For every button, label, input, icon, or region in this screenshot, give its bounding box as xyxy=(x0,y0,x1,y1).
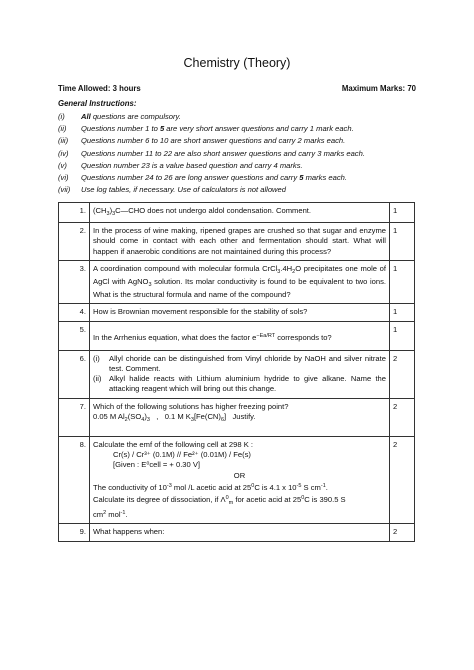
q8-unit: $cm^2$ mol$^{-1}$. xyxy=(93,510,128,520)
question-number: 8. xyxy=(59,437,90,524)
text: S cm xyxy=(301,482,321,492)
question-row xyxy=(59,260,415,304)
part-label: (ii) xyxy=(93,374,102,384)
instruction-number: (iii) xyxy=(58,136,69,146)
instruction-item xyxy=(58,160,438,172)
part-text: Allyl choride can be distinguished from Vinyl chloride by NaOH and silver nitrate test. Comment. xyxy=(109,353,386,374)
q8-or: OR xyxy=(233,470,246,480)
instruction-text xyxy=(81,135,345,147)
question-text: A coordination compound with molecular formula $CrCl_3.4H_2O$ precipitates one mole of AgCl with AgNO$_3$ solution. Its molar conductivity is found to be equivalent to two ions. What is the structural formula and name of the compound? xyxy=(90,260,390,304)
text: C is 4.1 x 10 xyxy=(254,482,297,492)
instruction-text xyxy=(81,172,347,184)
q8-degree: Calculate its degree of dissociation, if $\Lambda^0_m$ for acetic acid at $25^0C$ is 390.5 S xyxy=(93,495,346,507)
instruction-item xyxy=(58,135,438,147)
question-row xyxy=(59,398,415,436)
instruction-text-bold: All xyxy=(81,112,91,121)
paper-title: Chemistry (Theory) xyxy=(183,56,291,70)
question-part xyxy=(93,354,386,374)
instruction-text-post: Questions number 11 to 22 are also short answer questions and carry 3 marks each. xyxy=(81,148,365,158)
question-marks: 1 xyxy=(390,321,415,350)
instruction-number: (vii) xyxy=(58,185,71,195)
question-text xyxy=(90,437,390,524)
instruction-text-post: marks each. xyxy=(303,172,347,182)
instruction-text-pre: Questions number 1 to xyxy=(81,124,160,134)
instruction-text xyxy=(81,148,365,160)
q5-prefix: In the Arrhenius equation, what does the factor xyxy=(93,332,253,342)
instruction-text-bold: 5 xyxy=(159,124,165,134)
part-label: (i) xyxy=(93,353,100,363)
question-text xyxy=(90,398,390,436)
question-marks: 1 xyxy=(390,223,415,261)
question-number: 2. xyxy=(59,223,90,261)
q8-cell: Cr(s) / Cr³⁺ (0.1M) // Fe²⁺ (0.01M) / Fe(s) xyxy=(113,450,251,460)
question-row xyxy=(59,350,415,398)
instructions-list xyxy=(58,111,438,196)
arrhenius-factor: $e^{-Ea/RT}$ xyxy=(252,332,276,342)
question-marks: 2 xyxy=(390,398,415,436)
question-number: 4. xyxy=(59,304,90,321)
question-text: $(CH_3)_3C—CHO$ does not undergo aldol condensation. Comment. xyxy=(90,203,390,223)
maximum-marks: Maximum Marks: 70 xyxy=(341,84,416,93)
time-allowed: Time Allowed: 3 hours xyxy=(58,84,141,93)
question-part xyxy=(93,374,386,394)
option-a-conc: 0.05 M xyxy=(93,411,117,421)
q8-given: [Given : E⁰cell = + 0.30 V] xyxy=(113,460,201,470)
q7-tail: Justify. xyxy=(232,411,256,421)
instruction-number: (ii) xyxy=(58,124,67,134)
question-marks: 1 xyxy=(390,260,415,304)
questions-table xyxy=(58,202,415,542)
text: cm xyxy=(93,510,104,520)
text: C is 390.5 S xyxy=(304,495,346,505)
instruction-number: (iv) xyxy=(58,148,69,158)
text: for acetic acid at 25 xyxy=(233,495,302,505)
text: The conductivity of 10 xyxy=(93,482,167,492)
question-text: In the process of wine making, ripened grapes are crushed so that sugar and enzyme should come in contact with each other and fermentation should start. What will happen if anaerobic conditions are not maintained during this process? xyxy=(90,223,390,261)
question-marks: 2 xyxy=(390,524,415,541)
instruction-number: (v) xyxy=(58,160,67,170)
question-text: What happens when: xyxy=(90,524,390,541)
instruction-text xyxy=(81,160,303,172)
q5-suffix: corresponds to? xyxy=(275,332,332,342)
question-number: 7. xyxy=(59,398,90,436)
instruction-text-post: Use log tables, if necessary. Use of calculators is not allowed xyxy=(81,185,286,195)
q8-line1: Calculate the emf of the following cell at 298 K : xyxy=(93,440,253,450)
part-text: Alkyl halide reacts with Lithium aluminium hydride to give alkane. Name the attacking reagent which will bring out this change. xyxy=(109,374,386,394)
option-b-conc: 0.1 M xyxy=(164,411,184,421)
instruction-text-post: Questions number 6 to 10 are short answer questions and carry 2 marks each. xyxy=(81,136,346,146)
instruction-text-post: are very short answer questions and carry 1 mark each. xyxy=(164,124,354,134)
q7-options: 0.05 M $Al_2(SO_4)_3$ , 0.1 M $K_3[Fe(CN)_6]$ Justify. xyxy=(93,411,256,423)
instruction-item xyxy=(58,172,438,184)
lambda-symbol: $\Lambda^0_m$ xyxy=(220,495,234,507)
instruction-item xyxy=(58,111,438,123)
question-number: 3. xyxy=(59,260,90,304)
question-row xyxy=(59,223,415,261)
instruction-number: (vi) xyxy=(58,172,69,182)
instruction-item xyxy=(58,148,438,160)
question-number: 5. xyxy=(59,321,90,350)
instructions-heading: General Instructions: xyxy=(58,99,137,108)
instruction-text-post: Question number 23 is a value based question and carry 4 marks. xyxy=(81,160,303,170)
text: mol /L acetic acid at 25 xyxy=(171,482,252,492)
question-row xyxy=(59,437,415,524)
question-number: 1. xyxy=(59,203,90,223)
instruction-text xyxy=(81,184,286,196)
instruction-text-pre: Questions number 24 to 26 are long answer questions and carry xyxy=(81,172,300,182)
instruction-item xyxy=(58,184,438,196)
question-text xyxy=(90,350,390,398)
instruction-text xyxy=(81,123,354,135)
instruction-text-bold: 5 xyxy=(299,172,304,182)
question-row xyxy=(59,304,415,321)
question-marks: 2 xyxy=(390,437,415,524)
q7-text: Which of the following solutions has higher freezing point? xyxy=(93,401,289,411)
question-row xyxy=(59,524,415,541)
instruction-number: (i) xyxy=(58,112,65,121)
instruction-item xyxy=(58,123,438,135)
text: mol xyxy=(106,510,121,520)
question-marks: 1 xyxy=(390,304,415,321)
instruction-text-post: questions are compulsory. xyxy=(90,112,181,121)
question-row xyxy=(59,321,415,350)
question-marks: 1 xyxy=(390,203,415,223)
question-row xyxy=(59,203,415,223)
question-number: 6. xyxy=(59,350,90,398)
question-number: 9. xyxy=(59,524,90,541)
question-marks: 2 xyxy=(390,350,415,398)
text: Calculate its degree of dissociation, if xyxy=(93,495,221,505)
question-text xyxy=(90,321,390,350)
question-text: How is Brownian movement responsible for the stability of sols? xyxy=(90,304,390,321)
instruction-text xyxy=(81,111,181,123)
q8-conductivity: The conductivity of $10^{-3}$ mol /L acetic acid at $25^0C$ is 4.1 x $10^{-5}$ S $cm^{-1}$. xyxy=(93,482,328,492)
